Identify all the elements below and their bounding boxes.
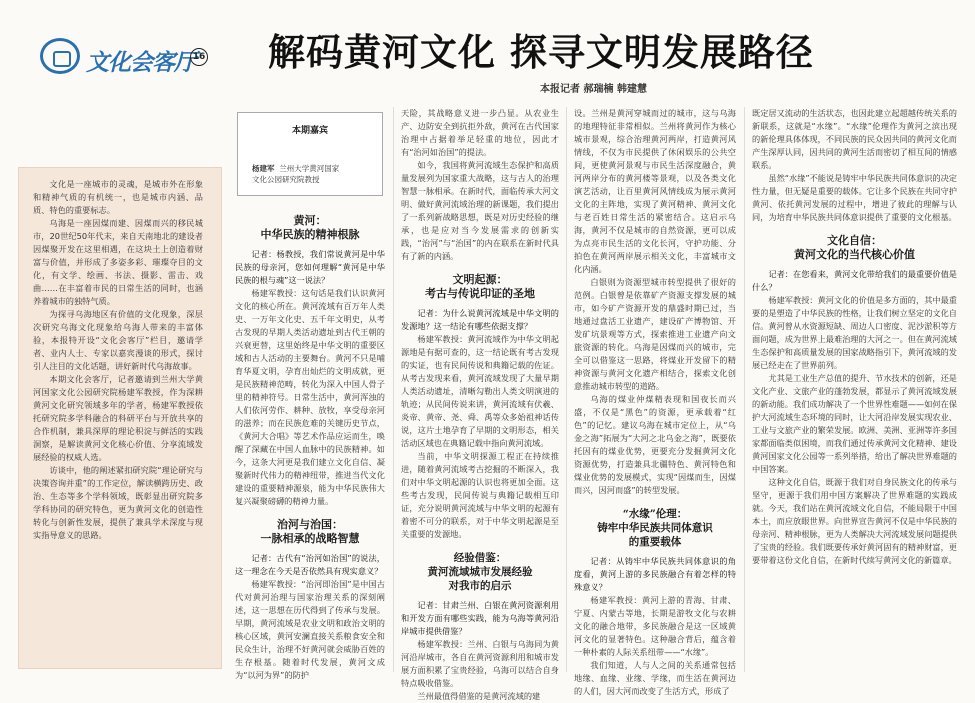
column-3 bbox=[401, 107, 559, 701]
section-title-line: 文化自信： bbox=[827, 234, 882, 247]
intro-paragraph: 访谈中，他的阐述紧扣研究院“理论研究与决策咨询并重”的工作定位，解读横跨历史、政治、生态等多个学科领域，既彰显出研究院多学科协同的研究特色，更为黄河文化的创造性转化与创新性发展，提供了兼具学术深度与现实指导意义的思路。 bbox=[33, 465, 203, 540]
paragraph: 如今，我国将黄河流域生态保护和高质量发展列为国家重大战略，这与古人的治理智慧一脉相承。在新时代，面临传承大河文明、做好黄河流域治理的新课题，我们提出了一系列新战略思想，既是对历史经验的继承，也是应对当今发展需求的创新实践，“治河”与“治国”的内在联系在新时代具有了新的内涵。 bbox=[401, 160, 559, 261]
section-title-line: 文明起源： bbox=[452, 273, 508, 286]
section-title-line: 经验借鉴： bbox=[453, 552, 507, 564]
intro-paragraph: 为探寻乌海地区有价值的文化现象，深层次研究乌海文化现象给乌海人带来的丰富体验，本报特开设“文化会客厅”栏目，邀请学者、业内人士、专家以嘉宾漫谈的形式，探讨引人注目的文化话题，讲好新时代乌海故事。 bbox=[33, 309, 203, 371]
section-title-line: 一脉相承的战略智慧 bbox=[260, 532, 360, 545]
answer: 杨建军教授：这句话是我们认识黄河文化的核心所在。黄河流域有百万年人类史、一万年文化史、五千年文明史，从考古发现的早期人类活动遗址到古代王朝的兴衰更替，这里始终是中华文明的重要区域和古人活动的主要舞台。黄河不只是哺育华夏文明，孕育出灿烂的文明成就，更是民族精神范畴，转化为深入中国人骨子里的精神符号。日常生活中，黄河浑浊的人们依河劳作、耕种、放牧，享受母亲河的滋养；而在民族危难的关键历史节点，《黄河大合唱》等艺术作品应运而生，唤醒了深藏在中国人血脉中的民族精神。如今，这条大河更是我们建立文化自信、凝聚新时代伟力的精神纽带，推进当代文化建设的重要精神源泉，能为中华民族伟大复兴凝聚磅礴的精神力量。 bbox=[235, 288, 385, 506]
guest-box-title: 本期嘉宾 bbox=[291, 126, 328, 136]
column-name: 文化会客厅 bbox=[86, 50, 196, 76]
answer: 杨建军教授：黄河上游的青海、甘肃、宁夏、内蒙古等地，长期是游牧文化与农耕文化的融合地带，多民族融合是这一区域黄河文化的显著特色。这种融合背后，蕴含着一种朴素的人际关系纽带——“水缘”。 bbox=[574, 595, 736, 657]
intro-paragraph: 文化是一座城市的灵魂，是城市外在形象和精神气质的有机统一，也是城市内涵、品质、特色的重要标志。 bbox=[33, 179, 203, 215]
section-title-line: 的重要载体 bbox=[628, 536, 682, 548]
column-divider bbox=[744, 107, 745, 672]
column-4 bbox=[574, 107, 736, 696]
intro-paragraph: 本期文化会客厅，记者邀请到兰州大学黄河国家文化公园研究院杨建军教授，作为深耕黄河文化研究领域多年的学者，杨建军教授依托研究院多学科融合的科研平台与开放共享的合作机制，兼具深厚的理论积淀与鲜活的实践洞察，是解读黄河文化核心价值、分享流域发展经验的权威人选。 bbox=[33, 374, 203, 462]
column-logo bbox=[40, 38, 212, 76]
column-5 bbox=[752, 107, 957, 672]
guest-info bbox=[252, 163, 339, 185]
question: 记者：古代有“治河如治国”的说法，这一理念在今天是否依然具有现实意义？ bbox=[235, 553, 385, 576]
section-title-line: 治河与治国： bbox=[277, 518, 343, 531]
question: 记者：甘肃兰州、白银在黄河资源利用和开发方面有哪些实践，能为乌海等黄河沿岸城市提供借鉴？ bbox=[401, 600, 559, 636]
section-title bbox=[752, 234, 957, 262]
paragraph: 这种文化自信，既源于我们对自身民族文化的传承与坚守，更源于我们用中国方案解决了世界难题的实践成就。今天，我们站在黄河流域文化自信，不能局限于中国本土，而应放眼世界。向世界宣告黄河不仅是中华民族的母亲河、精神根脉，更为人类解决大河流域发展问题提供了宝贵的经验。我们既要传承好黄河固有的精神财富，更要带着这份文化自信，在新时代续写黄河文化的新篇章。 bbox=[752, 477, 957, 565]
headphone-icon bbox=[40, 38, 80, 74]
section-title bbox=[401, 273, 559, 301]
paragraph: 尤其是工业生产总值的提升、节水技术的创新，还是文化产业、文旅产业的蓬勃发展，都显示了黄河流域发展的新动能。我们成功解决了一个世界性难题——如何在保护大河流域生态环境的同时，让大河沿岸发展实现农业、工业与文旅产业的繁荣发展。欧洲、美洲、亚洲等许多国家都面临类似困境，而我们通过传承黄河文化精神、建设黄河国家文化公园等一系列举措，给出了解决世界难题的中国答案。 bbox=[752, 373, 957, 474]
section-title-line: 中华民族的精神根脉 bbox=[260, 228, 360, 241]
section-title-line: 对我市的启示 bbox=[448, 580, 512, 592]
intro-box bbox=[18, 167, 222, 669]
section-title-line: 黄河流域城市发展经验 bbox=[427, 566, 533, 578]
question: 记者：从铸牢中华民族共同体意识的角度看，黄河上游的多民族融合有着怎样的特殊意义？ bbox=[574, 556, 736, 592]
section-title-line: 黄河： bbox=[293, 214, 327, 227]
answer: 杨建军教授：“治河即治国”是中国古代对黄河治理与国家治理关系的深刻阐述，这一思想在历代得到了传承与发展。早期，黄河流域是农业文明和政治文明的核心区域，黄河安澜直接关系粮食安全和民众生计，治理不好黄河就会威胁百姓的生存根基。随着时代发展，黄河文成为“以河为界”的防护 bbox=[235, 579, 385, 680]
question: 记者：在您看来，黄河文化带给我们的最重要价值是什么？ bbox=[752, 269, 957, 292]
issue-number: 16 bbox=[190, 48, 208, 66]
paragraph: 虽然“水缘”不能说是铸牢中华民族共同体意识的决定性力量，但无疑是重要的载体。它让多个民族在共同守护黄河、依托黄河发展的过程中，增进了彼此的理解与认同，为培育中华民族共同体意识提供了重要的文化根基。 bbox=[752, 173, 957, 222]
paragraph: 既定居又流动的生活状态，也因此建立起超越传统关系的新联系，这就是“水缘”。“水缘”伦理作为黄河之滨出现的新伦理具体体现，不同民族的民众因共同的黄河文化而产生深厚认同，因共同的黄河生活而密切了相互间的情感联系。 bbox=[752, 108, 957, 170]
question: 记者：杨教授，我们常说黄河是中华民族的母亲河，您如何理解“黄河是中华民族的根与魂”这一说法？ bbox=[235, 249, 385, 285]
paragraph: 当前，中华文明探源工程正在持续推进，随着黄河流域考古挖掘的不断深入，我们对中华文明起源的认识也将更加全面。这些考古发现，民间传说与典籍记载相互印证，充分说明黄河流域与中华文明的起源有着密不可分的联系，对于中华文明起源是至关重要的发源地。 bbox=[401, 451, 559, 539]
section-title bbox=[401, 551, 559, 593]
column-divider bbox=[393, 107, 394, 672]
answer: 杨建军教授：黄河文化的价值是多方面的，其中最重要的是塑造了中华民族的性格，让我们树立坚定的文化自信。黄河曾从水资源短缺、周边人口密度、泥沙淤积等方面问题，成为世界上最难治理的大河之一。但在黄河流域生态保护和高质量发展的国家战略指引下，黄河流域的发展已经走在了世界前列。 bbox=[752, 295, 957, 370]
section-title bbox=[235, 214, 385, 242]
page-headline: 解码黄河文化 探寻文明发展路径 bbox=[268, 30, 814, 74]
paragraph: 白银则为资源型城市转型提供了很好的范例。白银曾是依靠矿产资源支撑发展的城市，如今矿产资源开发的鼎盛时期已过，当地通过盘活工业遗产，建设矿产博物馆、开发矿坑景观等方式，探索推进工业遗产向文旅资源的转化。乌海是因煤而兴的城市，完全可以借鉴这一思路，将煤业开发留下的精神资源与黄河文化遗产相结合，探索文化创意推动城市转型的道路。 bbox=[574, 277, 736, 391]
column-divider bbox=[566, 107, 567, 672]
section-title-line: 考古与传说印证的圣地 bbox=[425, 287, 535, 300]
byline: 本报记者 郝瑞楠 韩建慧 bbox=[540, 84, 647, 95]
paragraph: 兰州最值得借鉴的是黄河流域的建 bbox=[417, 691, 541, 701]
intro-paragraph: 乌海是一座因煤而建、因煤而兴的移民城市，20世纪50年代末，来自天南地北的建设者因煤聚开发在这里相遇，在这块土上创造着财富与价值，并形成了多姿多彩、璀璨夺目的文化，有文学、绘画、书法、摄影、雷击、戏曲……在丰富着市民的日常生活的同时，也涵养着城市的独特气质。 bbox=[33, 218, 203, 306]
answer: 杨建军教授：兰州、白银与乌海同为黄河沿岸城市，各自在黄河资源利用和城市发展方面积累了宝贵经验，乌海可以结合自身特点吸收借鉴。 bbox=[401, 639, 559, 688]
question: 记者：为什么说黄河流域是中华文明的发源地？这一结论有哪些依据支撑？ bbox=[401, 308, 559, 331]
paragraph: 设。兰州是黄河穿城而过的城市，这与乌海的地理特征非常相似。兰州将黄河作为核心城市景观，综合治理黄河两岸，打造黄河风情线，不仅为市民提供了休闲娱乐的公共空间，更使黄河景观与市民生活深度融合，黄河两岸分布的黄河楼等景观，以及各类文化演艺活动，让百里黄河风情线成为展示黄河文化的主阵地，实现了黄河精神、黄河文化与老百姓日常生活的紧密结合。这启示乌海，黄河不仅是城市的自然资源，更可以成为点亮市民生活的文化长河，守护功能、分拍色在黄河两岸展示相关文化，丰富城市文化内涵。 bbox=[574, 108, 736, 274]
guest-affiliation-1: 兰州大学黄河国家 bbox=[279, 164, 340, 173]
answer: 杨建军教授：黄河流域作为中华文明起源地是有据可查的，这一结论既有考古发现的实证，也有民间传说和典籍记载的佐证。从考古发现来看，黄河流域发现了大量早期人类活动遗址，清晰勾勒出人类文明演进的轨迹；从民间传说来讲，黄河流域有伏羲、炎帝、黄帝、尧、舜、禹等众多始祖神话传说，这片土地孕育了早期的文明形态，相关活动区域也在典籍记载中指向黄河流域。 bbox=[401, 334, 559, 448]
column-2 bbox=[235, 204, 385, 680]
guest-name: 杨建军 bbox=[252, 164, 275, 173]
section-title-line: 黄河文化的当代核心价值 bbox=[794, 248, 915, 261]
section-title-line: “水缘”伦理： bbox=[622, 508, 688, 520]
paragraph: 我们知道，人与人之间的关系通常包括地缘、血缘、业缘、学缘，而生活在黄河边的人们，因大河而改变了生活方式，形成了 bbox=[574, 660, 736, 696]
guest-box bbox=[237, 112, 383, 196]
paragraph: 乌海的煤业仲煤精表现和国夜长而兴盛，不仅是“黑色”的资源，更承载着“红色”的记忆。建议乌海在城市定位上，从“乌金之海”拓展为“大河之北乌金之海”，既要依托因有的煤业优势，更要充分发掘黄河文化资源优势，打造兼具北疆特色、黄河特色和煤业优势的发展模式，实现“因煤而生，因煤而兴，因河而盛”的转型发展。 bbox=[574, 394, 736, 495]
guest-affiliation-2: 文化公园研究院教授 bbox=[252, 175, 320, 184]
section-title bbox=[574, 507, 736, 549]
section-title-line: 铸牢中华民族共同体意识 bbox=[597, 522, 713, 534]
section-title bbox=[235, 518, 385, 546]
paragraph: 天险，其战略意义进一步凸显。从农业生产、边防安全到抗拒外敌，黄河在古代国家治理中占据着举足轻重的地位，因此才有“治河如治国”的提法。 bbox=[401, 108, 559, 157]
